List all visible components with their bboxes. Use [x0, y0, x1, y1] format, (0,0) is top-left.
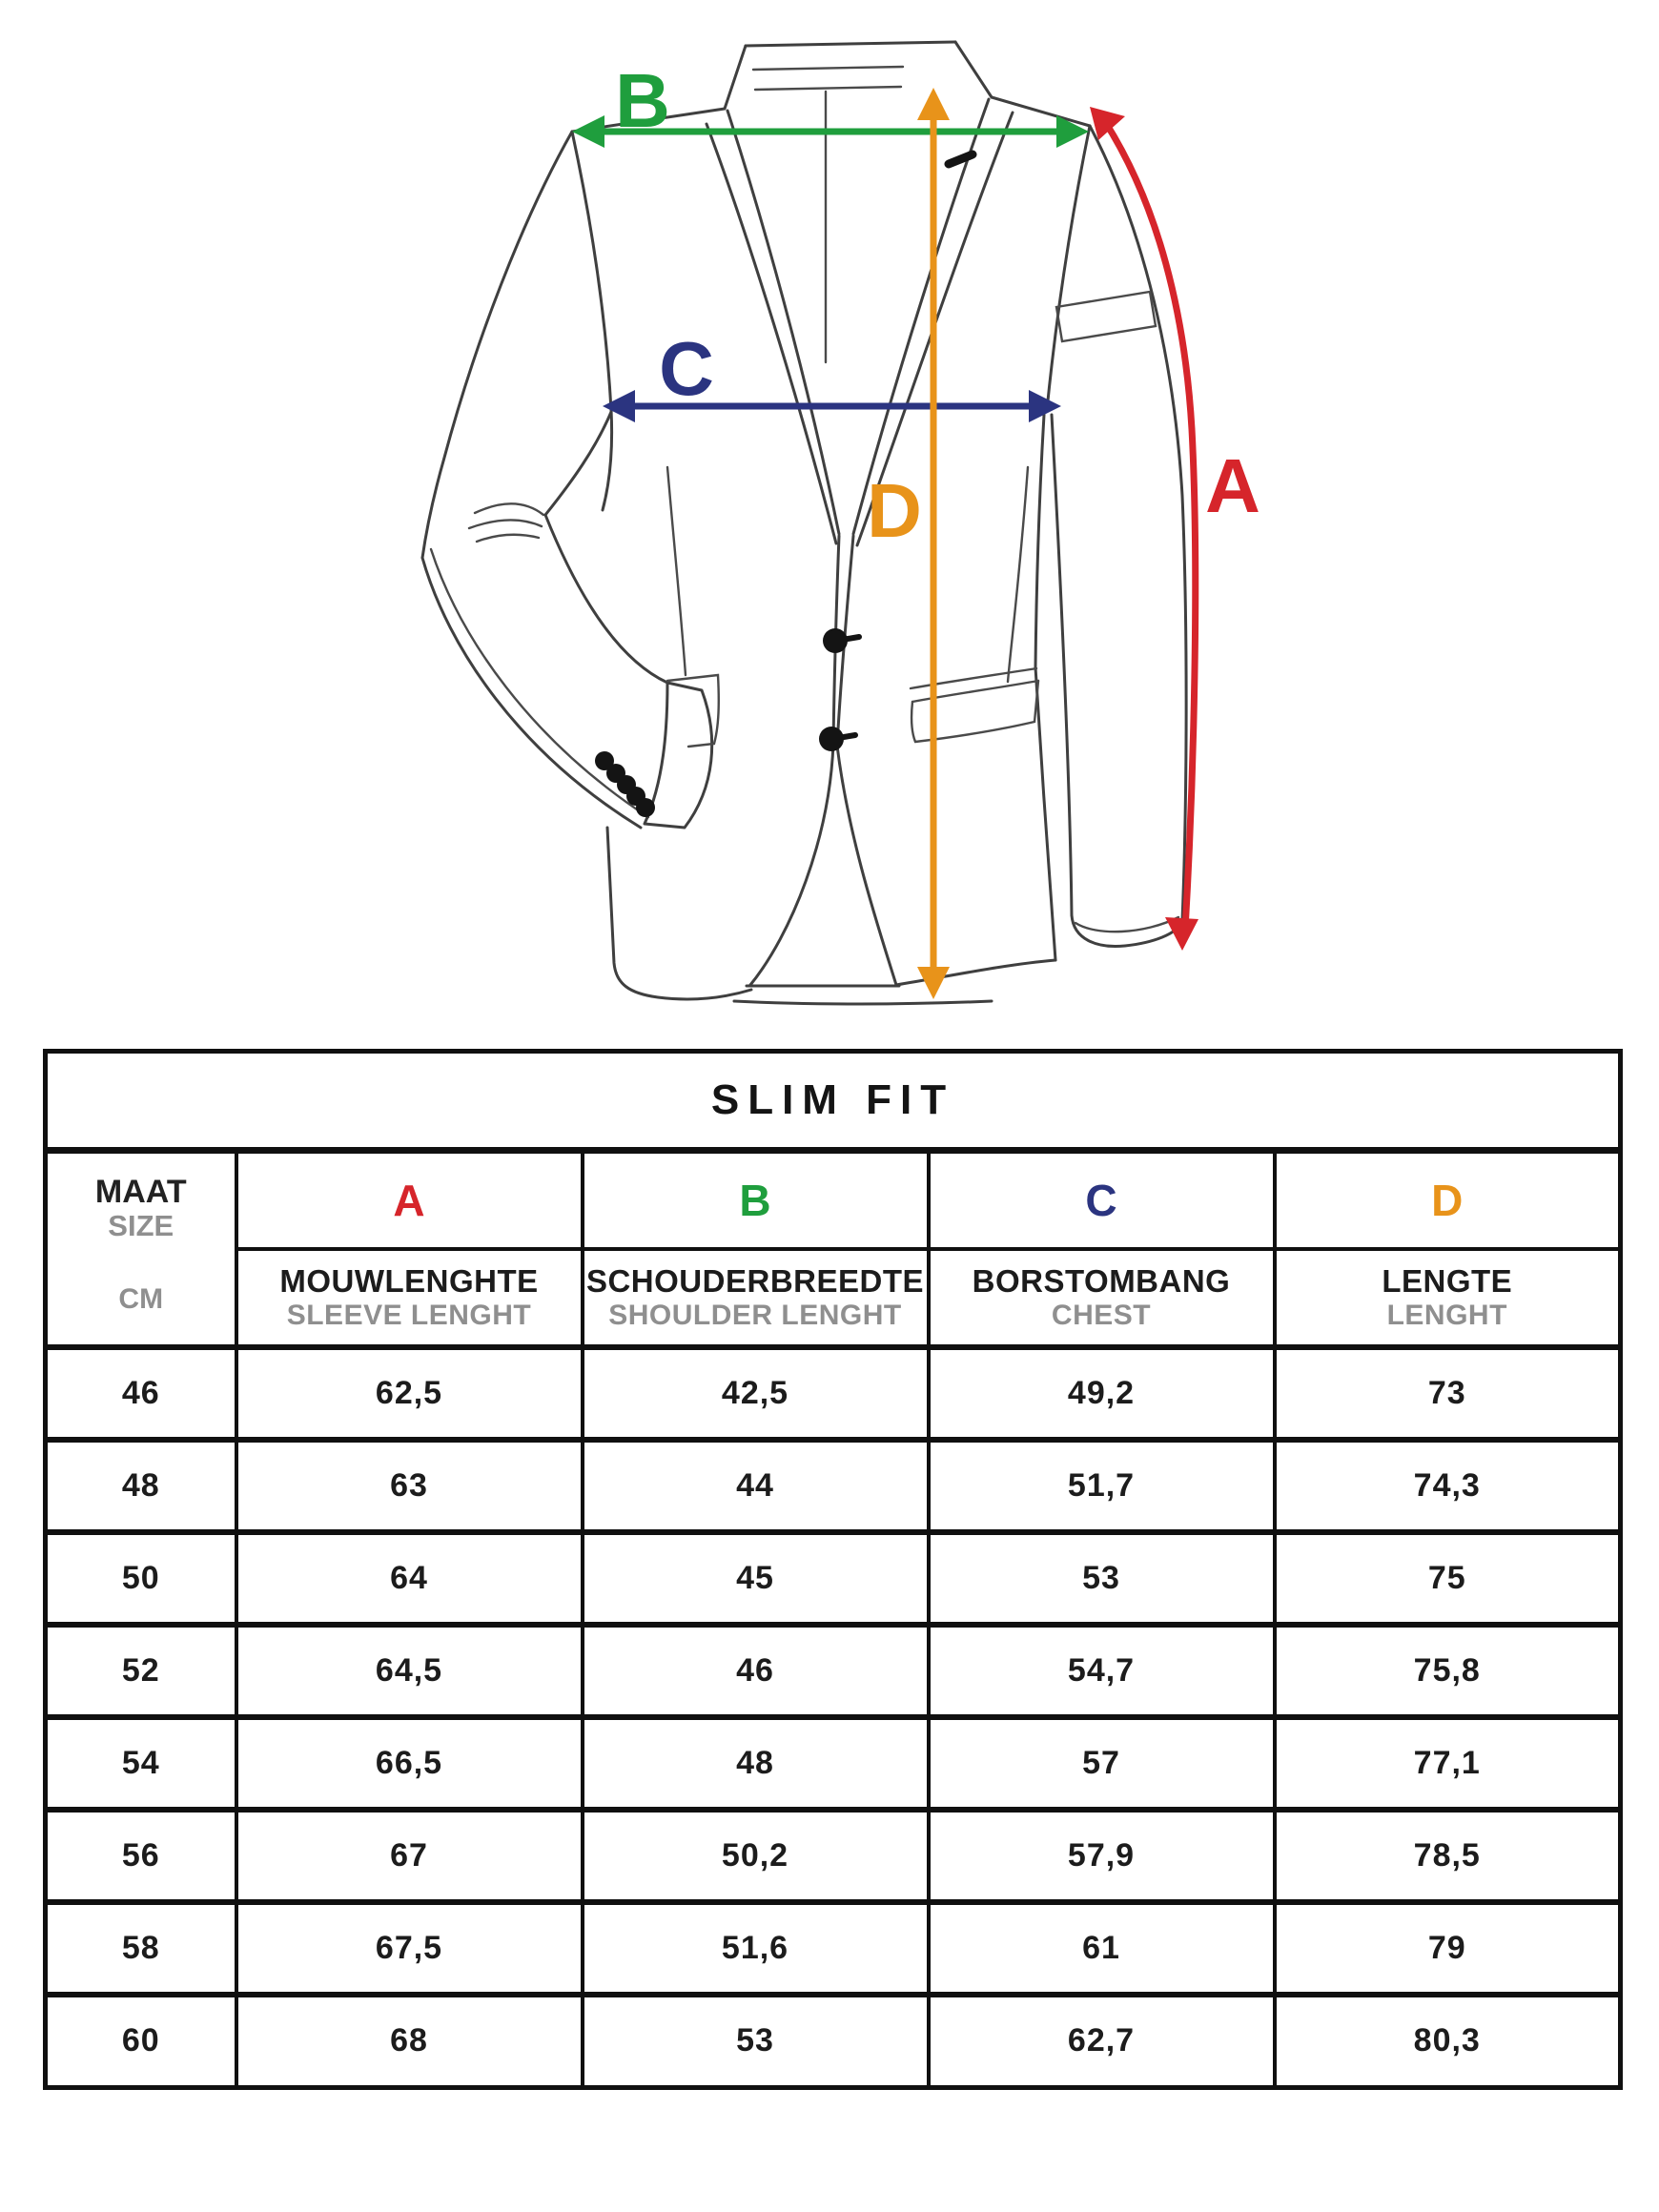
table-row [46, 1902, 1621, 1995]
value-cell: 53 [929, 1532, 1275, 1625]
lapel-buttonhole [949, 154, 973, 164]
column-letter-b: B [583, 1151, 929, 1249]
column-name: SCHOUDERBREEDTE [585, 1262, 925, 1299]
collar-band-line [755, 87, 901, 90]
value-cell: 79 [1275, 1902, 1621, 1995]
value-cell: 80,3 [1275, 1995, 1621, 2087]
left-sleeve-outer-edge [422, 132, 572, 558]
column-name-c [929, 1249, 1275, 1347]
right-shoulder-seam [992, 97, 1090, 126]
column-letter-d: D [1275, 1151, 1621, 1249]
size-cell: 46 [46, 1347, 236, 1440]
jacket-drawing [0, 0, 1659, 1049]
table-row [46, 1347, 1621, 1440]
column-name-d [1275, 1249, 1621, 1347]
size-table [43, 1049, 1623, 2090]
value-cell: 42,5 [583, 1347, 929, 1440]
size-header-size: SIZE [108, 1209, 174, 1243]
value-cell: 49,2 [929, 1347, 1275, 1440]
value-cell: 63 [236, 1440, 583, 1532]
right-front-dart [1008, 467, 1028, 682]
value-cell: 57 [929, 1717, 1275, 1810]
column-subname: SLEEVE LENGHT [286, 1299, 532, 1331]
table-name-row [46, 1249, 1621, 1347]
size-header-cell [46, 1151, 236, 1348]
collar-band-line [753, 67, 903, 70]
table-row [46, 1995, 1621, 2087]
value-cell: 68 [236, 1995, 583, 2087]
value-cell: 74,3 [1275, 1440, 1621, 1532]
jacket-measurement-diagram [0, 0, 1659, 1049]
column-name-b [583, 1249, 929, 1347]
right-hip-pocket [911, 668, 1038, 742]
collar-left-edge [725, 46, 746, 109]
table-row [46, 1717, 1621, 1810]
diagram-label-a: A [1205, 443, 1260, 528]
value-cell: 73 [1275, 1347, 1621, 1440]
value-cell: 45 [583, 1532, 929, 1625]
value-cell: 77,1 [1275, 1717, 1621, 1810]
right-armhole-seam [1047, 126, 1090, 410]
breast-welt-pocket [1056, 292, 1156, 341]
right-sleeve-outer-edge [1090, 126, 1186, 921]
left-armhole-seam [572, 132, 611, 410]
value-cell: 51,7 [929, 1440, 1275, 1532]
value-cell: 57,9 [929, 1810, 1275, 1902]
value-cell: 66,5 [236, 1717, 583, 1810]
left-sleeve-front-edge [545, 412, 611, 515]
elbow-crease [475, 503, 543, 515]
right-sleeve-inner-edge [1052, 415, 1072, 915]
diagram-label-d: D [867, 468, 922, 553]
value-cell: 67,5 [236, 1902, 583, 1995]
left-front-edge [750, 536, 839, 985]
size-cell: 52 [46, 1625, 236, 1717]
collar-right-edge [955, 42, 992, 97]
value-cell: 61 [929, 1902, 1275, 1995]
diagram-label-b: B [615, 58, 670, 143]
size-cell: 60 [46, 1995, 236, 2087]
table-title-cell [46, 1052, 1621, 1151]
table-title-row [46, 1052, 1621, 1151]
back-hem-line [734, 1001, 992, 1004]
value-cell: 75,8 [1275, 1625, 1621, 1717]
size-cell: 58 [46, 1902, 236, 1995]
value-cell: 78,5 [1275, 1810, 1621, 1902]
size-cell: 56 [46, 1810, 236, 1902]
right-cuff-inner-line [1075, 917, 1178, 932]
arrowhead-bottom [917, 967, 950, 999]
arrowhead-left [572, 115, 604, 148]
column-name-a [236, 1249, 583, 1347]
column-name: BORSTOMBANG [972, 1262, 1231, 1299]
left-lapel-edge [727, 111, 839, 534]
value-cell: 62,7 [929, 1995, 1275, 2087]
arrowhead-top [917, 88, 950, 120]
column-letter-a: A [236, 1151, 583, 1249]
left-lapel-roll-line [707, 124, 836, 543]
table-title: SLIM FIT [710, 1076, 955, 1123]
front-buttons [819, 628, 859, 751]
size-header-maat: MAAT [94, 1174, 187, 1210]
jacket-outline [422, 42, 1186, 1004]
column-subname: LENGHT [1386, 1299, 1507, 1331]
table-row [46, 1532, 1621, 1625]
column-name: LENGTE [1382, 1262, 1513, 1299]
value-cell: 50,2 [583, 1810, 929, 1902]
column-name: MOUWLENGHTE [279, 1262, 539, 1299]
left-front-dart [667, 467, 686, 675]
value-cell: 62,5 [236, 1347, 583, 1440]
right-front-edge [837, 536, 896, 985]
table-letter-row [46, 1151, 1621, 1249]
value-cell: 53 [583, 1995, 929, 2087]
size-header-unit: CM [118, 1283, 164, 1315]
table-row [46, 1625, 1621, 1717]
diagram-label-c: C [659, 326, 714, 411]
value-cell: 64,5 [236, 1625, 583, 1717]
elbow-crease [477, 535, 539, 542]
left-forearm-upper-edge [545, 515, 667, 683]
size-cell: 54 [46, 1717, 236, 1810]
column-letter-c: C [929, 1151, 1275, 1249]
value-cell: 75 [1275, 1532, 1621, 1625]
value-cell: 51,6 [583, 1902, 929, 1995]
size-cell: 50 [46, 1532, 236, 1625]
value-cell: 46 [583, 1625, 929, 1717]
collar-top-edge [746, 42, 955, 46]
value-cell: 44 [583, 1440, 929, 1532]
elbow-crease [469, 521, 542, 529]
left-body-edge [607, 828, 751, 999]
value-cell: 48 [583, 1717, 929, 1810]
table-row [46, 1810, 1621, 1902]
column-subname: CHEST [1051, 1299, 1152, 1331]
value-cell: 67 [236, 1810, 583, 1902]
value-cell: 64 [236, 1532, 583, 1625]
table-row [46, 1440, 1621, 1532]
size-cell: 48 [46, 1440, 236, 1532]
column-subname: SHOULDER LENGHT [608, 1299, 902, 1331]
value-cell: 54,7 [929, 1625, 1275, 1717]
